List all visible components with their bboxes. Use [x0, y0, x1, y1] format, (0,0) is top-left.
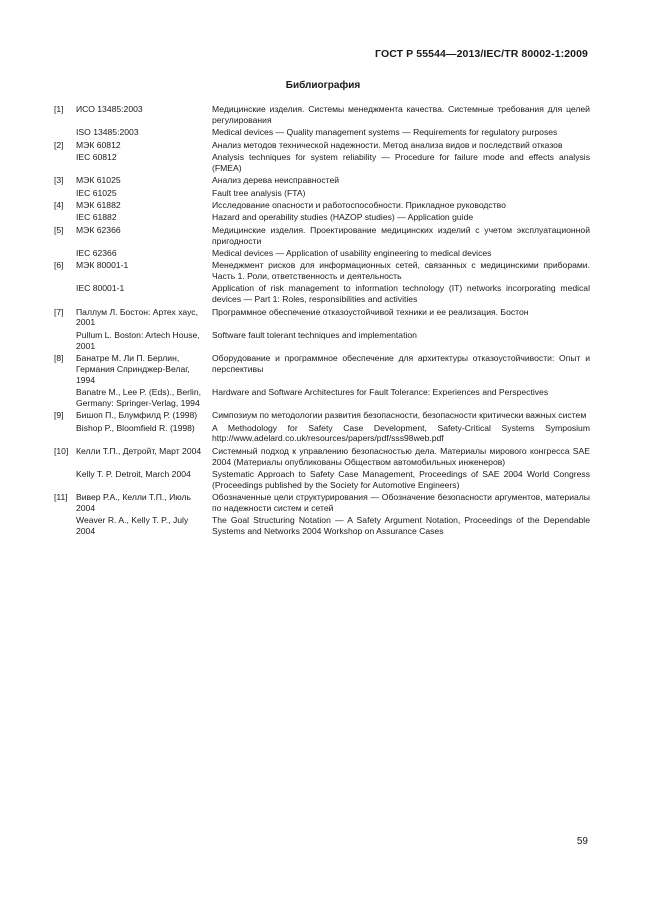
entry-description: Medical devices — Quality management systems — Requirements for regulatory purposes: [212, 127, 558, 138]
entry-source: IEC 80001-1: [76, 283, 125, 294]
bibliography-line: [54, 188, 590, 199]
bibliography-line: [54, 492, 590, 514]
entry-source: ISO 13485:2003: [76, 127, 139, 138]
entry-number: [54, 469, 76, 491]
page-number: 59: [576, 836, 588, 847]
bibliography-entry: [54, 353, 590, 409]
entry-description: Оборудование и программное обеспечение для архитектуры отказоустойчивости: Опыт и перспективы: [212, 353, 590, 374]
bibliography-line: [54, 200, 590, 211]
entry-source: МЭК 61882: [76, 199, 121, 210]
bibliography-line: [54, 225, 590, 247]
bibliography-line: [54, 387, 590, 409]
bibliography-line: [54, 104, 590, 126]
bibliography-entry: [54, 410, 590, 444]
bibliography-entry: [54, 200, 590, 223]
entry-number: [10]: [54, 445, 69, 456]
bibliography-line: [54, 152, 590, 174]
entry-number: [54, 127, 76, 138]
entry-number: [9]: [54, 410, 64, 421]
entry-number: [54, 152, 76, 174]
entry-source: МЭК 62366: [76, 224, 121, 235]
entry-description: Исследование опасности и работоспособности. Прикладное руководство: [212, 199, 506, 210]
entry-description: A Methodology for Safety Case Development, Safety-Critical Systems Symposium http://www.adelard.co.uk/resources/papers/pdf/sss98web.pdf: [212, 422, 590, 444]
entry-number: [4]: [54, 199, 64, 210]
entry-number: [3]: [54, 175, 64, 186]
entry-source: Банатре М. Ли П. Берлин, Германия Спринджер-Велаг, 1994: [76, 353, 190, 385]
entry-number: [54, 188, 76, 199]
entry-source: Вивер Р.А., Келли Т.П., Июль 2004: [76, 492, 192, 513]
entry-description: Analysis techniques for system reliability — Procedure for failure mode and effects analysis (FMEA): [212, 151, 590, 173]
entry-source: МЭК 80001-1: [76, 260, 129, 271]
entry-source: IEC 61882: [76, 212, 117, 223]
entry-description: Анализ дерева неисправностей: [212, 175, 340, 186]
bibliography-title: Библиография: [285, 80, 361, 91]
entry-source: IEC 62366: [76, 247, 117, 258]
entry-number: [2]: [54, 139, 64, 150]
bibliography-entry: [54, 260, 590, 305]
entry-source: Бишоп П., Блумфилд Р. (1998): [76, 410, 198, 421]
bibliography-entry: [54, 307, 590, 352]
entry-number: [54, 248, 76, 259]
bibliography-line: [54, 212, 590, 223]
bibliography-line: [54, 446, 590, 468]
entry-source: МЭК 61025: [76, 175, 121, 186]
bibliography-line: [54, 175, 590, 186]
entry-number: [11]: [54, 492, 68, 503]
bibliography-line: [54, 353, 590, 385]
entry-source: Келли Т.П., Детройт, Март 2004: [76, 445, 202, 456]
entry-description: Medical devices — Application of usability engineering to medical devices: [212, 247, 492, 258]
entry-source: IEC 61025: [76, 187, 117, 198]
bibliography-line: [54, 260, 590, 282]
entry-number: [54, 330, 76, 352]
entry-number: [7]: [54, 306, 64, 317]
bibliography-line: [54, 283, 590, 305]
entry-source: Bishop P., Bloomfield R. (1998): [76, 422, 195, 433]
entry-description: Обозначенные цели структурирования — Обозначение безопасности аргументов, материалы по надежности систем и сетей: [212, 492, 590, 513]
bibliography-list: [54, 104, 590, 539]
entry-description: Медицинские изделия. Системы менеджмента качества. Системные требования для целей регулирования: [212, 104, 590, 125]
entry-source: МЭК 60812: [76, 139, 121, 150]
standard-designation: ГОСТ Р 55544—2013/IEC/TR 80002-1:2009: [375, 48, 588, 60]
entry-description: Fault tree analysis (FTA): [212, 187, 306, 198]
entry-source: IEC 60812: [76, 151, 117, 162]
entry-description: Hardware and Software Architectures for Fault Tolerance: Experiences and Perspectives: [212, 387, 549, 398]
entry-description: Software fault tolerant techniques and implementation: [212, 329, 417, 340]
entry-description: The Goal Structuring Notation — A Safety Argument Notation, Proceedings of the Dependable Systems and Networks 2004 Workshop on Assurance Cases: [212, 515, 590, 537]
bibliography-line: [54, 248, 590, 259]
bibliography-entry: [54, 446, 590, 491]
bibliography-entry: [54, 175, 590, 198]
entry-number: [54, 283, 76, 305]
bibliography-line: [54, 127, 590, 138]
entry-number: [6]: [54, 260, 64, 271]
entry-number: [54, 387, 76, 409]
entry-number: [54, 212, 76, 223]
entry-source: ИСО 13485:2003: [76, 104, 143, 114]
entry-number: [1]: [54, 104, 64, 114]
entry-source: Weaver R. A., Kelly T. P., July 2004: [76, 515, 189, 537]
entry-description: Application of risk management to information technology (IT) networks incorporating medical devices — Part 1: Roles, responsibilities and activities: [212, 283, 590, 305]
bibliography-line: [54, 469, 590, 491]
entry-description: Медицинские изделия. Проектирование медицинских изделий с учетом эксплуатационной пригодности: [212, 224, 590, 246]
entry-number: [54, 515, 76, 537]
entry-description: Симпозиум по методологии развития безопасности, безопасности критически важных систем: [212, 410, 587, 421]
entry-source: Паллум Л. Бостон: Артех хаус, 2001: [76, 306, 198, 328]
entry-description: Менеджмент рисков для информационных сетей, связанных с медицинскими приборами. Часть 1. Роли, ответственность и деятельность: [212, 260, 590, 282]
bibliography-line: [54, 410, 590, 421]
entry-source: Banatre M., Lee P. (Eds)., Berlin, Germany: Springer-Verlag, 1994: [76, 387, 201, 408]
bibliography-line: [54, 330, 590, 352]
bibliography-line: [54, 515, 590, 537]
entry-number: [5]: [54, 224, 64, 235]
entry-number: [54, 423, 76, 445]
entry-number: [8]: [54, 353, 64, 364]
bibliography-line: [54, 140, 590, 151]
bibliography-entry: [54, 225, 590, 259]
entry-description: Программное обеспечение отказоустойчивой техники и ее реализация. Бостон: [212, 306, 529, 317]
entry-description: Systematic Approach to Safety Case Management, Proceedings of SAE 2004 World Congress (Proceedings published by the Society for Automotive Engineers): [212, 468, 590, 490]
bibliography-entry: [54, 140, 590, 174]
bibliography-entry: [54, 492, 590, 537]
entry-source: Kelly T. P. Detroit, March 2004: [76, 468, 191, 479]
bibliography-line: [54, 423, 590, 445]
bibliography-line: [54, 307, 590, 329]
entry-description: Hazard and operability studies (HAZOP studies) — Application guide: [212, 212, 474, 223]
entry-description: Анализ методов технической надежности. Метод анализа видов и последствий отказов: [212, 139, 563, 150]
entry-source: Pullum L. Boston: Artech House, 2001: [76, 329, 200, 351]
entry-description: Системный подход к управлению безопасностью дела. Материалы мирового конгресса SAE 2004 (Материалы опубликованы Обществом автомобильных инженеров): [212, 445, 590, 467]
bibliography-entry: [54, 104, 590, 138]
